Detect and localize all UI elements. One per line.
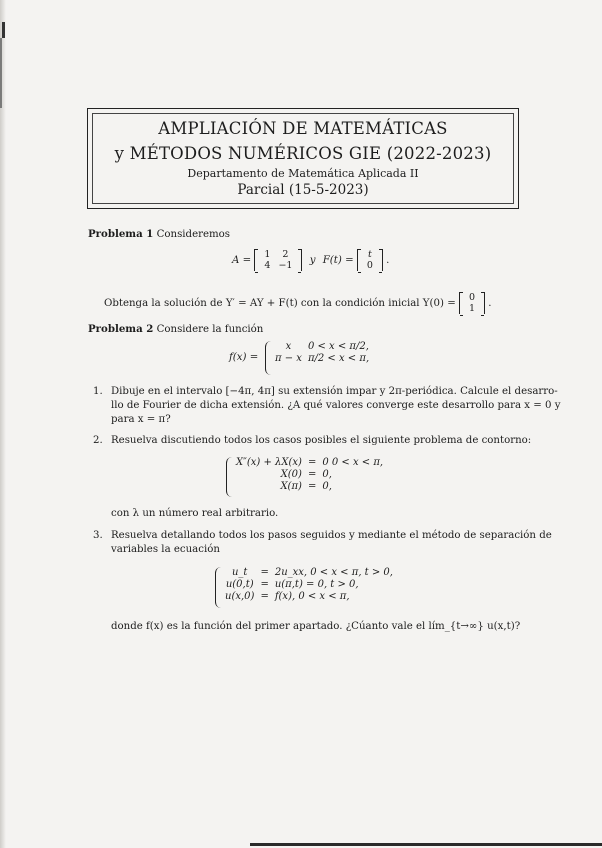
F-tail: . bbox=[386, 255, 390, 266]
item3-number: 3. bbox=[93, 530, 103, 541]
piecewise-brace bbox=[265, 341, 272, 375]
item3-line2: variables la ecuación bbox=[111, 544, 220, 555]
f-case1-cond: 0 < x < π/2, bbox=[307, 341, 369, 352]
problem1-matrices bbox=[232, 249, 389, 271]
header-inner-frame bbox=[92, 113, 514, 204]
sys1-row2-rhs: 0, bbox=[322, 469, 332, 480]
problem1-label: Problema 1 bbox=[88, 228, 154, 240]
boundary-value-system bbox=[233, 457, 386, 493]
Y0-1: 0 bbox=[469, 292, 476, 303]
item3-after: donde f(x) es la función del primer apartado. ¿Cúanto vale el lím_{t→∞} u(x,t)? bbox=[111, 621, 521, 632]
piecewise-function bbox=[272, 341, 372, 365]
item1-line2: llo de Fourier de dicha extensión. ¿A qué valores converge este desarrollo para x = 0 y bbox=[111, 400, 561, 411]
problem2-intro: Considere la función bbox=[156, 324, 264, 335]
Y0-tail: . bbox=[488, 298, 492, 309]
sys1-row1-eq: = bbox=[307, 457, 317, 468]
sys1-row1-rhs: 0 0 < x < π, bbox=[322, 457, 384, 468]
sys2-row1-eq: = bbox=[260, 567, 269, 578]
vector-F bbox=[357, 249, 383, 271]
exam-title: Parcial (15-5-2023) bbox=[237, 182, 369, 198]
f-case1-expr: x bbox=[285, 341, 292, 352]
A-22: −1 bbox=[278, 260, 293, 271]
scan-bottom-edge bbox=[250, 843, 602, 846]
A-21: 4 bbox=[264, 260, 271, 271]
f-case2-cond: π/2 < x < π, bbox=[307, 353, 370, 364]
vector-Y0 bbox=[459, 292, 485, 314]
pde-system bbox=[222, 567, 396, 603]
system1-brace bbox=[226, 457, 233, 497]
sys2-row3-rhs: f(x), 0 < x < π, bbox=[274, 591, 350, 602]
item1-number: 1. bbox=[93, 386, 103, 397]
problem1-intro: Consideremos bbox=[156, 229, 231, 240]
sys1-row3-rhs: 0, bbox=[322, 481, 332, 492]
sys2-row2-eq: = bbox=[260, 579, 269, 590]
F-2: 0 bbox=[366, 260, 373, 271]
Y0-2: 1 bbox=[469, 303, 476, 314]
sys1-row3-lhs: X(π) bbox=[280, 481, 302, 492]
sys1-row3-eq: = bbox=[307, 481, 317, 492]
F-1: t bbox=[367, 249, 372, 260]
problem2-heading bbox=[88, 323, 263, 335]
F-label: F(t) = bbox=[322, 255, 354, 266]
problem1-heading bbox=[88, 228, 230, 240]
f-label: f(x) = bbox=[229, 352, 259, 363]
scan-edge bbox=[0, 0, 6, 848]
sys2-row1-rhs: 2u_xx, 0 < x < π, t > 0, bbox=[274, 567, 393, 578]
A-12: 2 bbox=[282, 249, 289, 260]
sys1-row1-lhs: X″(x) + λX(x) bbox=[236, 457, 302, 468]
header-box bbox=[87, 108, 519, 209]
conjunction-y: y bbox=[309, 255, 316, 266]
item2-line1: Resuelva discutiendo todos los casos posibles el siguiente problema de contorno: bbox=[111, 435, 532, 446]
item1-line3: para x = π? bbox=[111, 414, 171, 425]
item1-line1: Dibuje en el intervalo [−4π, 4π] su extensión impar y 2π-periódica. Calcule el desarro- bbox=[111, 386, 558, 397]
sys1-row2-lhs: X(0) bbox=[280, 469, 302, 480]
sys2-row3-lhs: u(x,0) bbox=[225, 591, 255, 602]
department: Departamento de Matemática Aplicada II bbox=[187, 167, 419, 180]
scan-mark bbox=[0, 38, 2, 108]
A-11: 1 bbox=[264, 249, 271, 260]
title-line-1: AMPLIACIÓN DE MATEMÁTICAS bbox=[158, 119, 448, 138]
sys2-row3-eq: = bbox=[260, 591, 269, 602]
system2-brace bbox=[215, 567, 222, 608]
sys1-row2-eq: = bbox=[307, 469, 317, 480]
A-label: A = bbox=[232, 255, 252, 266]
title-line-2: y MÉTODOS NUMÉRICOS GIE (2022-2023) bbox=[114, 144, 492, 163]
item3-line1: Resuelva detallando todos los pasos seguidos y mediante el método de separación de bbox=[111, 530, 552, 541]
f-case2-expr: π − x bbox=[275, 353, 302, 364]
matrix-A bbox=[254, 249, 302, 271]
problem2-label: Problema 2 bbox=[88, 323, 154, 335]
sys2-row2-lhs: u(0,t) bbox=[225, 579, 254, 590]
scan-mark bbox=[2, 22, 5, 38]
sys2-row2-rhs: u(π,t) = 0, t > 0, bbox=[274, 579, 359, 590]
problem1-statement-line bbox=[104, 292, 492, 314]
item2-after: con λ un número real arbitrario. bbox=[111, 508, 279, 519]
sys2-row1-lhs: u_t bbox=[231, 567, 248, 578]
problem1-statement: Obtenga la solución de Y′ = AY + F(t) con la condición inicial Y(0) = bbox=[104, 298, 456, 309]
item2-number: 2. bbox=[93, 435, 103, 446]
